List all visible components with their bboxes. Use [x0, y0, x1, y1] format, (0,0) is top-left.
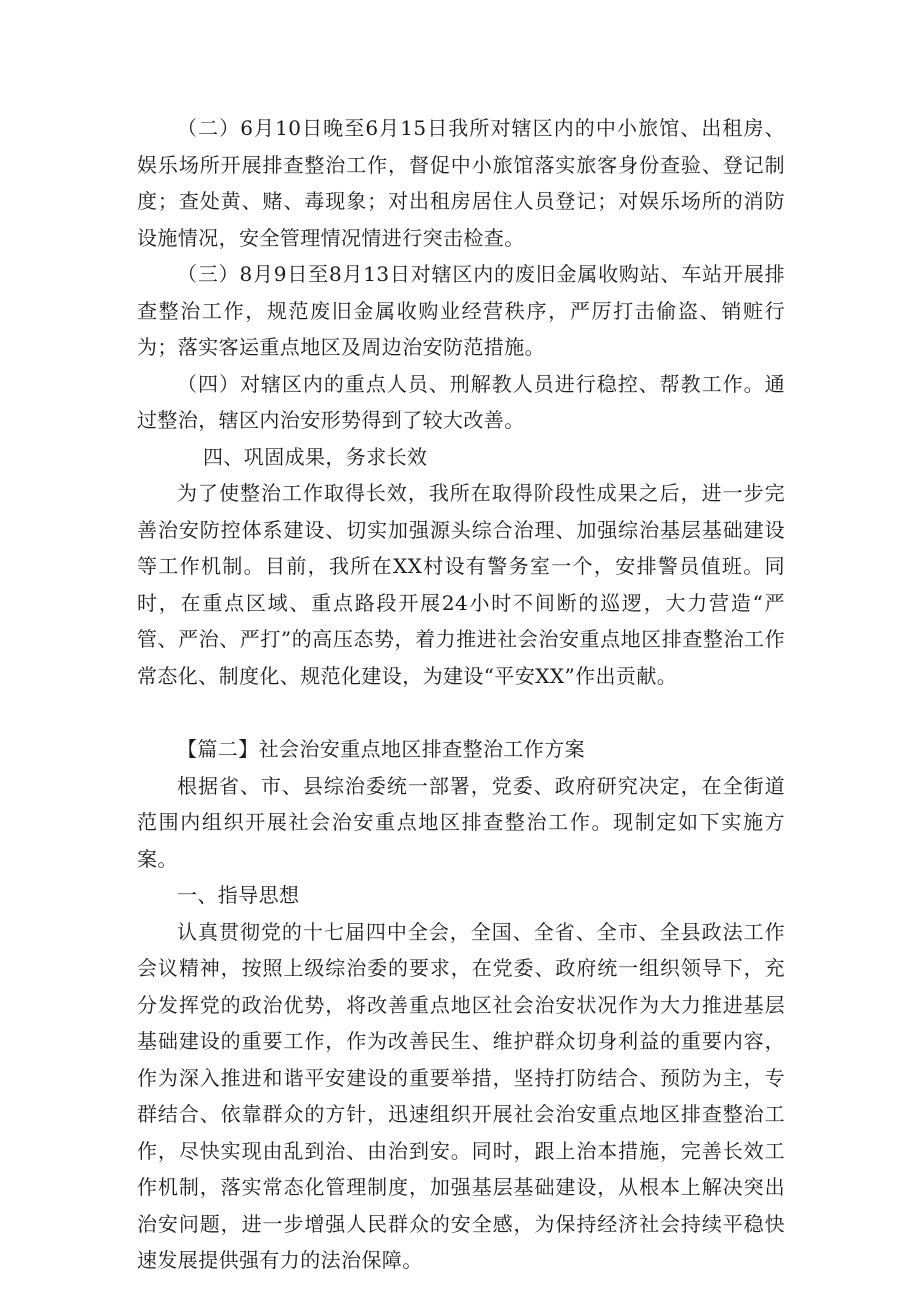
part-two-title: 【篇二】社会治安重点地区排查整治工作方案: [177, 737, 585, 761]
section-spacer: [137, 694, 785, 731]
document-page: [137, 110, 785, 1279]
paragraph-item-two: （二）6月10日晚至6月15日我所对辖区内的中小旅馆、出租房、娱乐场所开展排查整治工作，督促中小旅馆落实旅客身份查验、登记制度；查处黄、赌、毒现象；对出租房居住人员登记；对娱乐场所的消防设施情况，安全管理情况情进行突击检查。: [137, 116, 785, 250]
paragraph-item-three: （三）8月9日至8月13日对辖区内的废旧金属收购站、车站开展排查整治工作，规范废旧金属收购业经营秩序，严厉打击偷盗、销赃行为；落实客运重点地区及周边治安防范措施。: [137, 262, 785, 359]
paragraph-item-four: （四）对辖区内的重点人员、刑解教人员进行稳控、帮教工作。通过整治，辖区内治安形势得到了较大改善。: [137, 371, 785, 432]
part-two-intro: 根据省、市、县综治委统一部署，党委、政府研究决定，在全街道范围内组织开展社会治安重点地区排查整治工作。现制定如下实施方案。: [137, 773, 785, 871]
guiding-heading: 一、指导思想: [177, 883, 300, 907]
section-four-heading: 四、巩固成果，务求长效: [203, 444, 428, 469]
section-four-body: 为了使整治工作取得长效，我所在取得阶段性成果之后，进一步完善治安防控体系建设、切实加强源头综合治理、加强综治基层基础建设等工作机制。目前，我所在XX村设有警务室一个，安排警员值班。同时，在重点区域、重点路段开展24小时不间断的巡逻，大力营造“严管、严治、严打”的高压态势，着力推进社会治安重点地区排查整治工作常态化、制度化、规范化建设，为建设“平安XX”作出贡献。: [137, 481, 785, 688]
guiding-body: 认真贯彻党的十七届四中全会，全国、全省、全市、全县政法工作会议精神，按照上级综治委的要求，在党委、政府统一组织领导下，充分发挥党的政治优势，将改善重点地区社会治安状况作为大力推进基层基础建设的重要工作，作为改善民生、维护群众切身利益的重要内容，作为深入推进和谐平安建设的重要举措，坚持打防结合、预防为主，专群结合、依靠群众的方针，迅速组织开展社会治安重点地区排查整治工作，尽快实现由乱到治、由治到安。同时，跟上治本措施，完善长效工作机制，落实常态化管理制度，加强基层基础建设，从根本上解决突出治安问题，进一步增强人民群众的安全感，为保持经济社会持续平稳快速发展提供强有力的法治保障。: [137, 919, 785, 1272]
